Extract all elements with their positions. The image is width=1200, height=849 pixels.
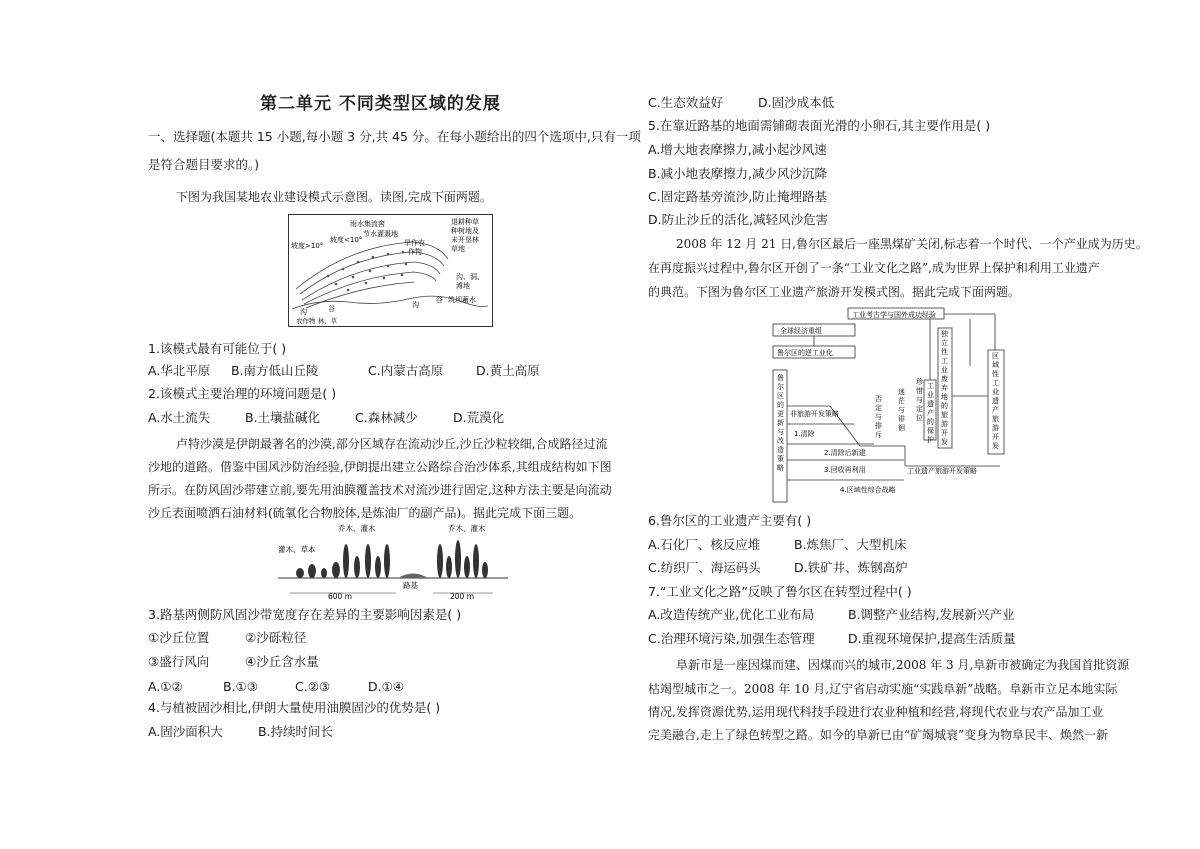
fc-top: 工业考古学与国外成功经验 bbox=[852, 311, 936, 319]
q5-option-b[interactable]: B.减小地表摩擦力,减少风沙沉降 bbox=[648, 166, 828, 181]
svg-text:遗: 遗 bbox=[992, 397, 999, 405]
svg-text:珍: 珍 bbox=[916, 378, 923, 386]
svg-text:造: 造 bbox=[777, 446, 784, 454]
svg-text:工: 工 bbox=[941, 357, 948, 365]
label-crop: 作物 bbox=[408, 248, 422, 256]
svg-text:立: 立 bbox=[941, 339, 948, 347]
q3-item-2: ②沙砾粒径 bbox=[245, 630, 307, 645]
label-200m: 200 m bbox=[450, 592, 475, 601]
svg-text:的: 的 bbox=[941, 402, 948, 410]
q2-option-b[interactable]: B.土壤盐碱化 bbox=[245, 410, 321, 425]
q6-option-c[interactable]: C.纺织厂、海运码头 bbox=[648, 560, 761, 575]
svg-text:排: 排 bbox=[875, 422, 882, 430]
svg-text:独: 独 bbox=[941, 330, 948, 338]
svg-text:护: 护 bbox=[927, 436, 934, 444]
q3-option-b[interactable]: B.①③ bbox=[223, 679, 258, 694]
q5-option-d[interactable]: D.防止沙丘的活化,减轻风沙危害 bbox=[648, 212, 829, 227]
q3-item-3: ③盛行风向 bbox=[148, 654, 210, 669]
ruhr-flowchart bbox=[770, 306, 1014, 504]
label-gully-right: 沟 bbox=[412, 301, 419, 309]
svg-text:区: 区 bbox=[777, 392, 784, 400]
fc-step-3: 3.回收再利用 bbox=[824, 466, 866, 474]
passage-line: 在再度振兴过程中,鲁尔区开创了一条“工业文化之路”,成为世界上保护和利用工业遗产 bbox=[648, 261, 1100, 275]
fc-step-4: 4.区域性综合战略 bbox=[840, 486, 896, 494]
svg-text:游: 游 bbox=[992, 424, 999, 432]
q4-option-c[interactable]: C.生态效益好 bbox=[648, 95, 724, 110]
svg-text:茫: 茫 bbox=[898, 397, 905, 405]
question-2: 2.该模式主要治理的环境问题是( ) bbox=[148, 386, 337, 401]
q4-option-a[interactable]: A.固沙面积大 bbox=[148, 724, 223, 739]
question-3: 3.路基两侧防风固沙带宽度存在差异的主要影响因素是( ) bbox=[148, 607, 462, 622]
label-road: 路基 bbox=[403, 581, 418, 590]
svg-text:种树地及: 种树地及 bbox=[451, 227, 479, 235]
question-4: 4.与植被固沙相比,伊朗大量使用油膜固沙的优势是( ) bbox=[148, 700, 441, 715]
svg-text:旅: 旅 bbox=[992, 415, 999, 423]
svg-text:产: 产 bbox=[992, 406, 999, 414]
label-tree-shrub-1: 乔木、灌木 bbox=[338, 524, 376, 533]
svg-text:产: 产 bbox=[927, 409, 934, 417]
q6-option-b[interactable]: B.炼焦厂、大型机床 bbox=[794, 537, 907, 552]
svg-text:废: 废 bbox=[941, 375, 948, 383]
question-7: 7.“工业文化之路”反映了鲁尔区在转型过程中( ) bbox=[648, 584, 912, 599]
label-irrigation: 节水灌溉地 bbox=[363, 230, 398, 238]
svg-text:工: 工 bbox=[927, 382, 934, 390]
q7-option-c[interactable]: C.治理环境污染,加强生态管理 bbox=[648, 631, 815, 646]
svg-text:与: 与 bbox=[898, 406, 905, 414]
svg-text:区: 区 bbox=[992, 352, 999, 360]
label-gully-land: 沟、洞、 bbox=[456, 273, 484, 281]
q1-option-a[interactable]: A.华北平原 bbox=[148, 363, 211, 378]
q2-option-d[interactable]: D.荒漠化 bbox=[453, 410, 505, 425]
svg-text:改: 改 bbox=[777, 437, 784, 445]
q6-option-d[interactable]: D.铁矿井、炼钢高炉 bbox=[794, 560, 908, 575]
svg-text:业: 业 bbox=[941, 366, 948, 374]
svg-text:徊: 徊 bbox=[898, 424, 905, 432]
fc-deindust: 鲁尔区的逆工业化 bbox=[777, 349, 833, 357]
passage-line: 枯竭型城市之一。2008 年 10 月,辽宁省启动实施“实践阜新”战略。阜新市立足本地实际 bbox=[648, 682, 1118, 696]
svg-text:惜: 惜 bbox=[916, 387, 923, 395]
label-slope-lt10: 坡度<10° bbox=[330, 236, 363, 244]
label-600m: 600 m bbox=[328, 592, 353, 601]
svg-text:略: 略 bbox=[777, 464, 784, 472]
label-dam: 筑坝蓄水 bbox=[448, 296, 476, 304]
passage-line: 所示。在防风固沙带建立前,要先用油膜覆盖技术对流沙进行固定,这种方法主要是向流动 bbox=[148, 483, 612, 497]
svg-text:否: 否 bbox=[875, 395, 882, 403]
svg-text:弃: 弃 bbox=[941, 384, 948, 392]
q1-option-b[interactable]: B.南方低山丘陵 bbox=[231, 363, 319, 378]
q4-option-b[interactable]: B.持续时间长 bbox=[258, 724, 334, 739]
svg-text:与: 与 bbox=[916, 396, 923, 404]
passage-line: 情况,发挥资源优势,运用现代科技手段进行农业种植和经营,将现代农业与农产品加工业 bbox=[648, 705, 1104, 719]
svg-text:徘: 徘 bbox=[898, 415, 905, 423]
svg-text:性: 性 bbox=[992, 370, 999, 378]
svg-text:保: 保 bbox=[927, 427, 934, 435]
section-heading-cont: 是符合题目要求的。) bbox=[148, 157, 260, 172]
question-5: 5.在靠近路基的地面需铺砌表面光滑的小卵石,其主要作用是( ) bbox=[648, 118, 991, 133]
q3-item-4: ④沙丘含水量 bbox=[245, 654, 319, 669]
svg-text:与: 与 bbox=[875, 413, 882, 421]
svg-text:滩地: 滩地 bbox=[456, 282, 470, 290]
svg-text:定: 定 bbox=[875, 404, 882, 412]
passage-line: 的典范。下图为鲁尔区工业遗产旅游开发模式图。据此完成下面两题。 bbox=[648, 285, 1021, 299]
svg-text:鲁: 鲁 bbox=[777, 374, 784, 382]
q7-option-b[interactable]: B.调整产业结构,发展新兴产业 bbox=[848, 607, 1015, 622]
sand-belt-diagram bbox=[278, 521, 508, 601]
q3-option-d[interactable]: D.①④ bbox=[368, 679, 405, 694]
svg-text:地: 地 bbox=[941, 393, 948, 401]
q4-option-d[interactable]: D.固沙成本低 bbox=[758, 95, 835, 110]
svg-text:开: 开 bbox=[992, 433, 999, 441]
svg-text:策: 策 bbox=[777, 455, 784, 463]
svg-text:草地: 草地 bbox=[451, 245, 465, 253]
svg-text:未开垦林: 未开垦林 bbox=[451, 236, 479, 244]
svg-text:更: 更 bbox=[777, 410, 784, 418]
passage-line: 卢特沙漠是伊朗最著名的沙漠,部分区域存在流动沙丘,沙丘沙粒较细,合成路径过流 bbox=[176, 437, 608, 451]
svg-text:尔: 尔 bbox=[777, 383, 784, 391]
svg-text:定: 定 bbox=[916, 405, 923, 413]
q3-option-c[interactable]: C.②③ bbox=[295, 679, 331, 694]
label-slope-gt10: 坡度>10° bbox=[291, 242, 324, 250]
passage-line: 完美融合,走上了绿色转型之路。如今的阜新已由“矿竭城衰”变身为物阜民丰、焕然一新 bbox=[648, 728, 1109, 742]
fig1-legend: 农作物 林、草 bbox=[296, 317, 338, 325]
label-tree-shrub-2: 乔木、灌木 bbox=[448, 524, 486, 533]
svg-text:域: 域 bbox=[992, 361, 999, 369]
label-drought: 旱作农 bbox=[404, 239, 425, 247]
label-valley-left: 谷 bbox=[328, 305, 335, 313]
q3-item-1: ①沙丘位置 bbox=[148, 630, 210, 645]
label-shrub-grass: 灌木、草本 bbox=[278, 545, 316, 554]
svg-text:发: 发 bbox=[992, 442, 999, 450]
q2-option-a[interactable]: A.水土流失 bbox=[148, 410, 211, 425]
svg-text:遗: 遗 bbox=[927, 400, 934, 408]
svg-text:的: 的 bbox=[777, 401, 784, 409]
svg-text:工: 工 bbox=[992, 379, 999, 387]
label-grass: 退耕种草 bbox=[451, 218, 479, 226]
q5-option-c[interactable]: C.固定路基旁流沙,防止掩埋路基 bbox=[648, 189, 828, 204]
passage-intro: 下图为我国某地农业建设模式示意图。读图,完成下面两题。 bbox=[176, 190, 492, 204]
label-valley-right: 谷 bbox=[436, 296, 443, 304]
fc-step-1: 1.清除 bbox=[794, 430, 815, 438]
svg-text:开: 开 bbox=[941, 429, 948, 437]
svg-text:游: 游 bbox=[941, 420, 948, 428]
label-gully-left: 沟 bbox=[300, 308, 307, 316]
q1-option-d[interactable]: D.黄土高原 bbox=[476, 363, 540, 378]
passage-line: 沙丘表面喷洒石油材料(硫氧化合物胶体,是炼油厂的副产品)。据此完成下面三题。 bbox=[148, 506, 582, 520]
question-6: 6.鲁尔区的工业遗产主要有( ) bbox=[648, 513, 812, 528]
svg-text:斥: 斥 bbox=[875, 431, 882, 439]
q5-option-a[interactable]: A.增大地表摩擦力,减小起沙风速 bbox=[648, 142, 827, 157]
q2-option-c[interactable]: C.森林减少 bbox=[355, 410, 418, 425]
fc-step-2: 2.清除后新建 bbox=[824, 449, 866, 457]
section-heading: 一、选择题(本题共 15 小题,每小题 3 分,共 45 分。在每小题给出的四个选项中,只有一项 bbox=[148, 129, 641, 144]
svg-text:迷: 迷 bbox=[898, 388, 905, 396]
passage-line: 阜新市是一座因煤而建、因煤而兴的城市,2008 年 3 月,阜新市被确定为我国首批资源 bbox=[676, 658, 1130, 672]
unit-title: 第二单元 不同类型区域的发展 bbox=[260, 94, 501, 114]
q7-option-d[interactable]: D.重视环境保护,提高生活质量 bbox=[848, 631, 1016, 646]
svg-text:的: 的 bbox=[927, 418, 934, 426]
q3-option-a[interactable]: A.①② bbox=[148, 679, 183, 694]
q1-option-c[interactable]: C.内蒙古高原 bbox=[368, 363, 444, 378]
q6-option-a[interactable]: A.石化厂、核反应堆 bbox=[648, 537, 761, 552]
terrace-diagram bbox=[288, 214, 493, 327]
svg-text:业: 业 bbox=[927, 391, 934, 399]
svg-text:位: 位 bbox=[916, 414, 923, 422]
svg-text:与: 与 bbox=[777, 428, 784, 436]
passage-line: 2008 年 12 月 21 日,鲁尔区最后一座黑煤矿关闭,标志着一个时代、一个产业成为历史。 bbox=[676, 237, 1148, 251]
label-rain: 雨水集流窖 bbox=[350, 220, 385, 228]
svg-text:发: 发 bbox=[941, 438, 948, 446]
passage-line: 沙地的道路。借鉴中国风沙防治经验,伊朗提出建立公路综合治沙体系,其组成结构如下图 bbox=[148, 460, 612, 474]
question-1: 1.该模式最有可能位于( ) bbox=[148, 341, 287, 356]
svg-text:新: 新 bbox=[777, 419, 784, 427]
svg-text:性: 性 bbox=[941, 348, 948, 356]
fc-non-tour: 非旅游开发策略 bbox=[790, 410, 839, 418]
fc-heritage: 工业遗产旅游开发策略 bbox=[907, 467, 977, 475]
svg-text:旅: 旅 bbox=[941, 411, 948, 419]
svg-text:业: 业 bbox=[992, 388, 999, 396]
q7-option-a[interactable]: A.改造传统产业,优化工业布局 bbox=[648, 607, 815, 622]
fc-global: 全球经济重组 bbox=[780, 327, 822, 335]
